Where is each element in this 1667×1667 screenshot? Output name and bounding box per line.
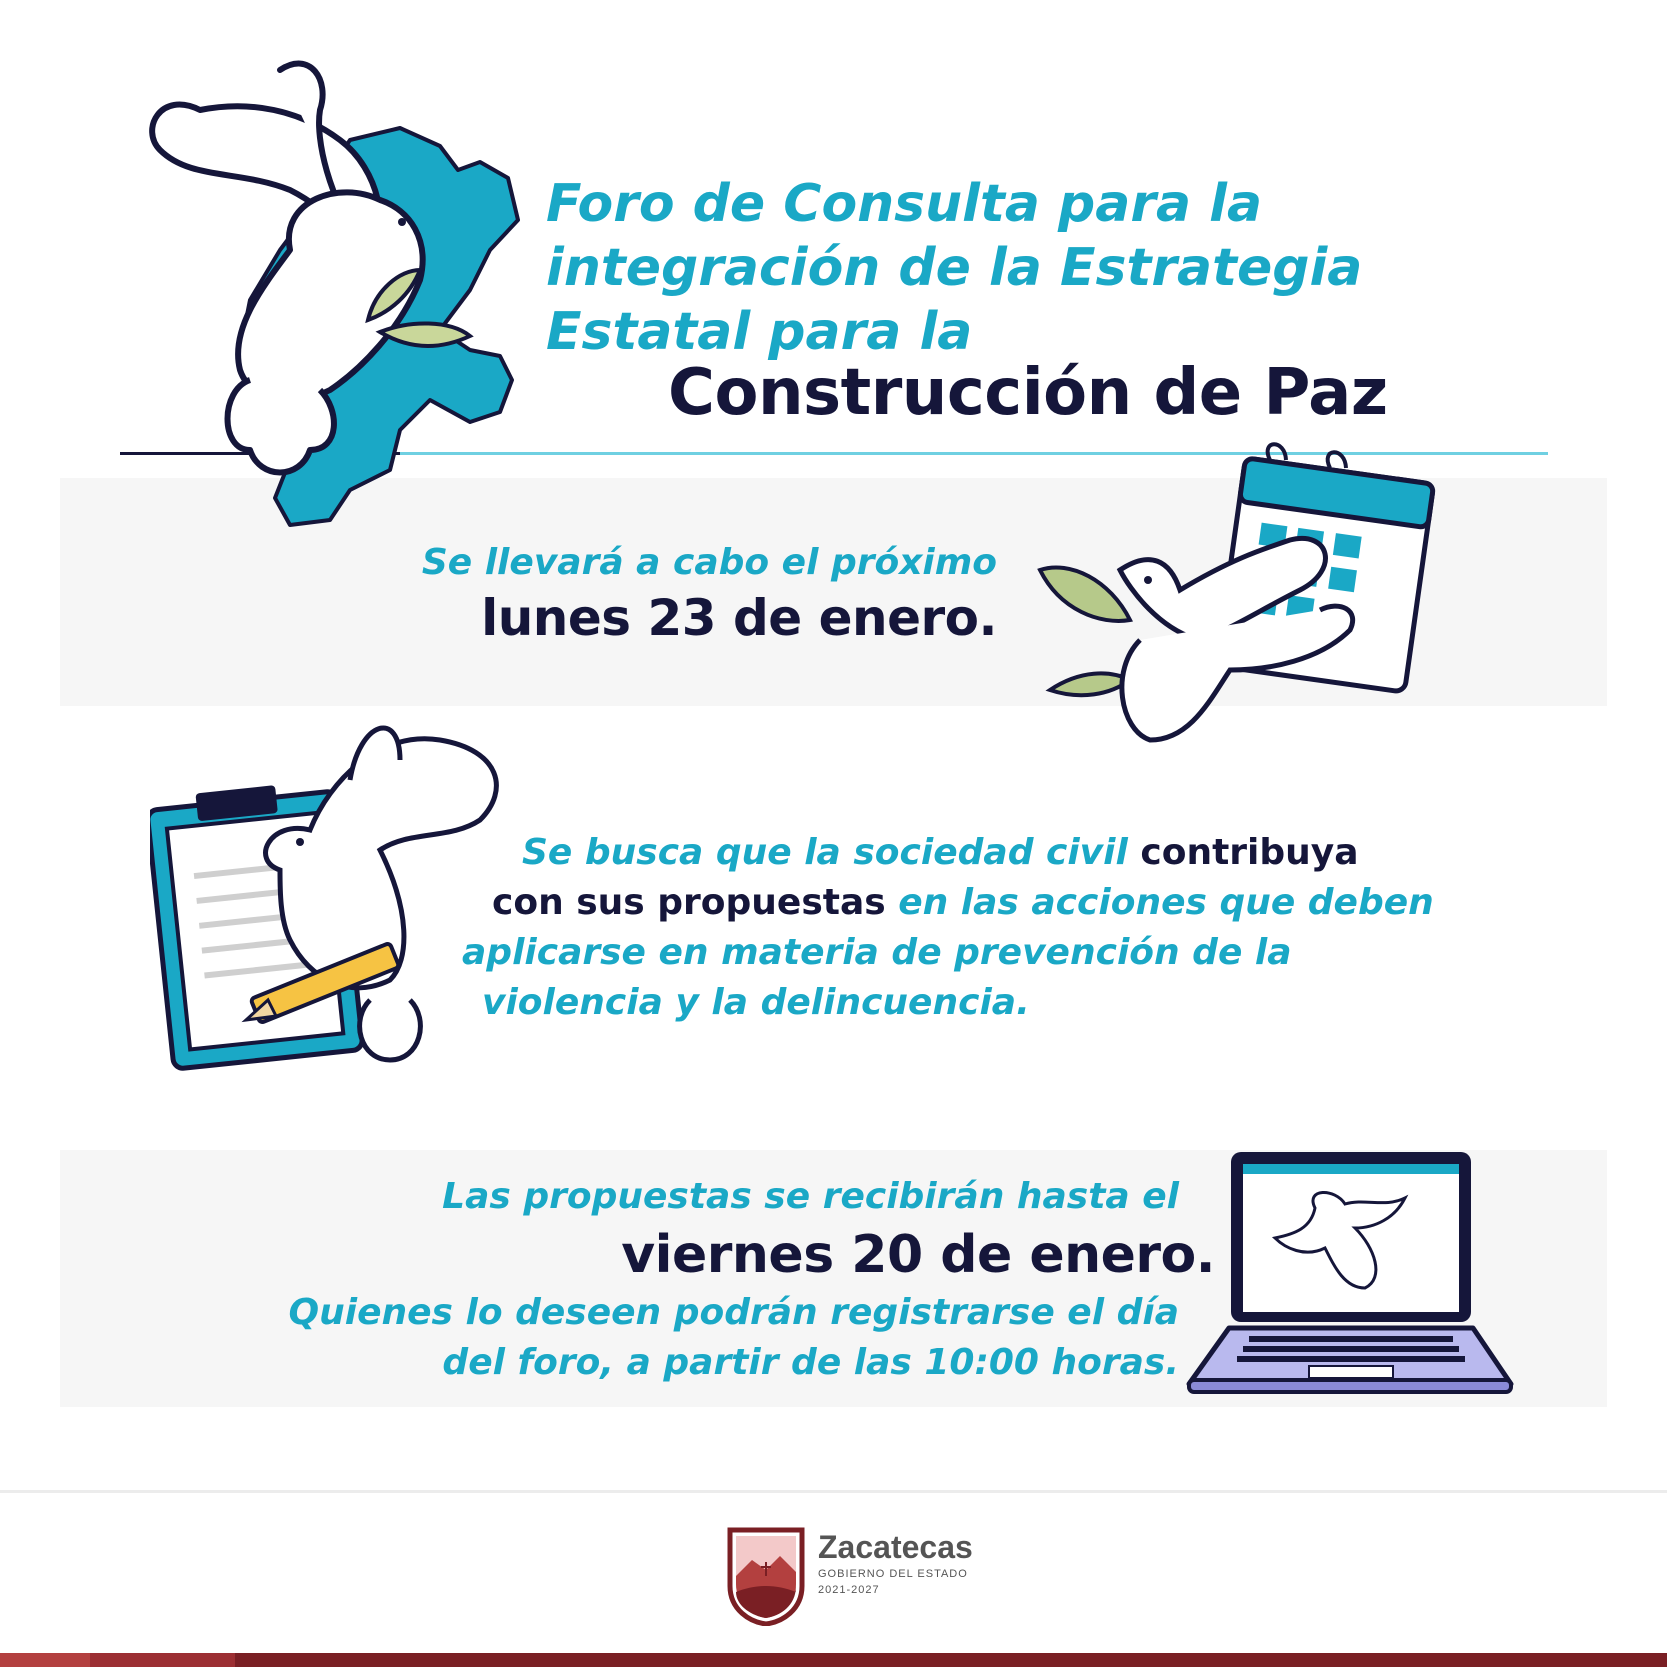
purpose-line-2	[492, 878, 1434, 928]
purpose-line-1b: contribuya	[1140, 832, 1359, 873]
purpose-line-2b: en las acciones que deben	[885, 882, 1434, 923]
brand-stripe-3	[235, 1653, 1667, 1667]
brand-stripe-2	[90, 1653, 235, 1667]
zacatecas-logo	[726, 1526, 986, 1626]
purpose-text	[462, 828, 1434, 1028]
deadline-line-4: del foro, a partir de las 10:00 horas.	[442, 1342, 1179, 1383]
deadline-intro: Las propuestas se recibirán hasta el	[442, 1176, 1179, 1217]
brand-stripe-1	[0, 1653, 90, 1667]
purpose-line-1a: Se busca que la sociedad civil	[522, 832, 1141, 873]
title-emphasis: Construcción de Paz	[668, 356, 1388, 430]
deadline-line-3: Quienes lo deseen podrán registrarse el día	[288, 1292, 1179, 1333]
title-line-3: Estatal para la	[546, 302, 973, 362]
dove-map-icon	[140, 50, 520, 530]
event-date-value: lunes 23 de enero.	[481, 589, 997, 647]
event-date-intro: Se llevará a cabo el próximo	[421, 542, 997, 583]
purpose-line-1	[522, 828, 1434, 878]
logo-text	[818, 1528, 973, 1598]
org-years: 2021-2027	[818, 1584, 880, 1596]
purpose-line-3: aplicarse en materia de prevención de la	[462, 932, 1292, 973]
deadline-text	[288, 1172, 1215, 1388]
dove-calendar-icon	[1030, 440, 1450, 780]
title-line-2: integración de la Estrategia	[546, 238, 1363, 298]
footer-divider	[0, 1490, 1667, 1493]
purpose-line-2a: con sus propuestas	[492, 882, 886, 923]
org-subtitle: GOBIERNO DEL ESTADO	[818, 1568, 968, 1580]
deadline-date: viernes 20 de enero.	[621, 1225, 1215, 1285]
event-date	[422, 540, 997, 650]
laptop-dove-icon	[1185, 1148, 1515, 1398]
zacatecas-shield-icon	[726, 1526, 806, 1626]
title-line-1: Foro de Consulta para la	[546, 174, 1263, 234]
page-title	[546, 172, 1606, 364]
purpose-line-4: violencia y la delincuencia.	[482, 982, 1030, 1023]
org-name: Zacatecas	[818, 1529, 973, 1565]
